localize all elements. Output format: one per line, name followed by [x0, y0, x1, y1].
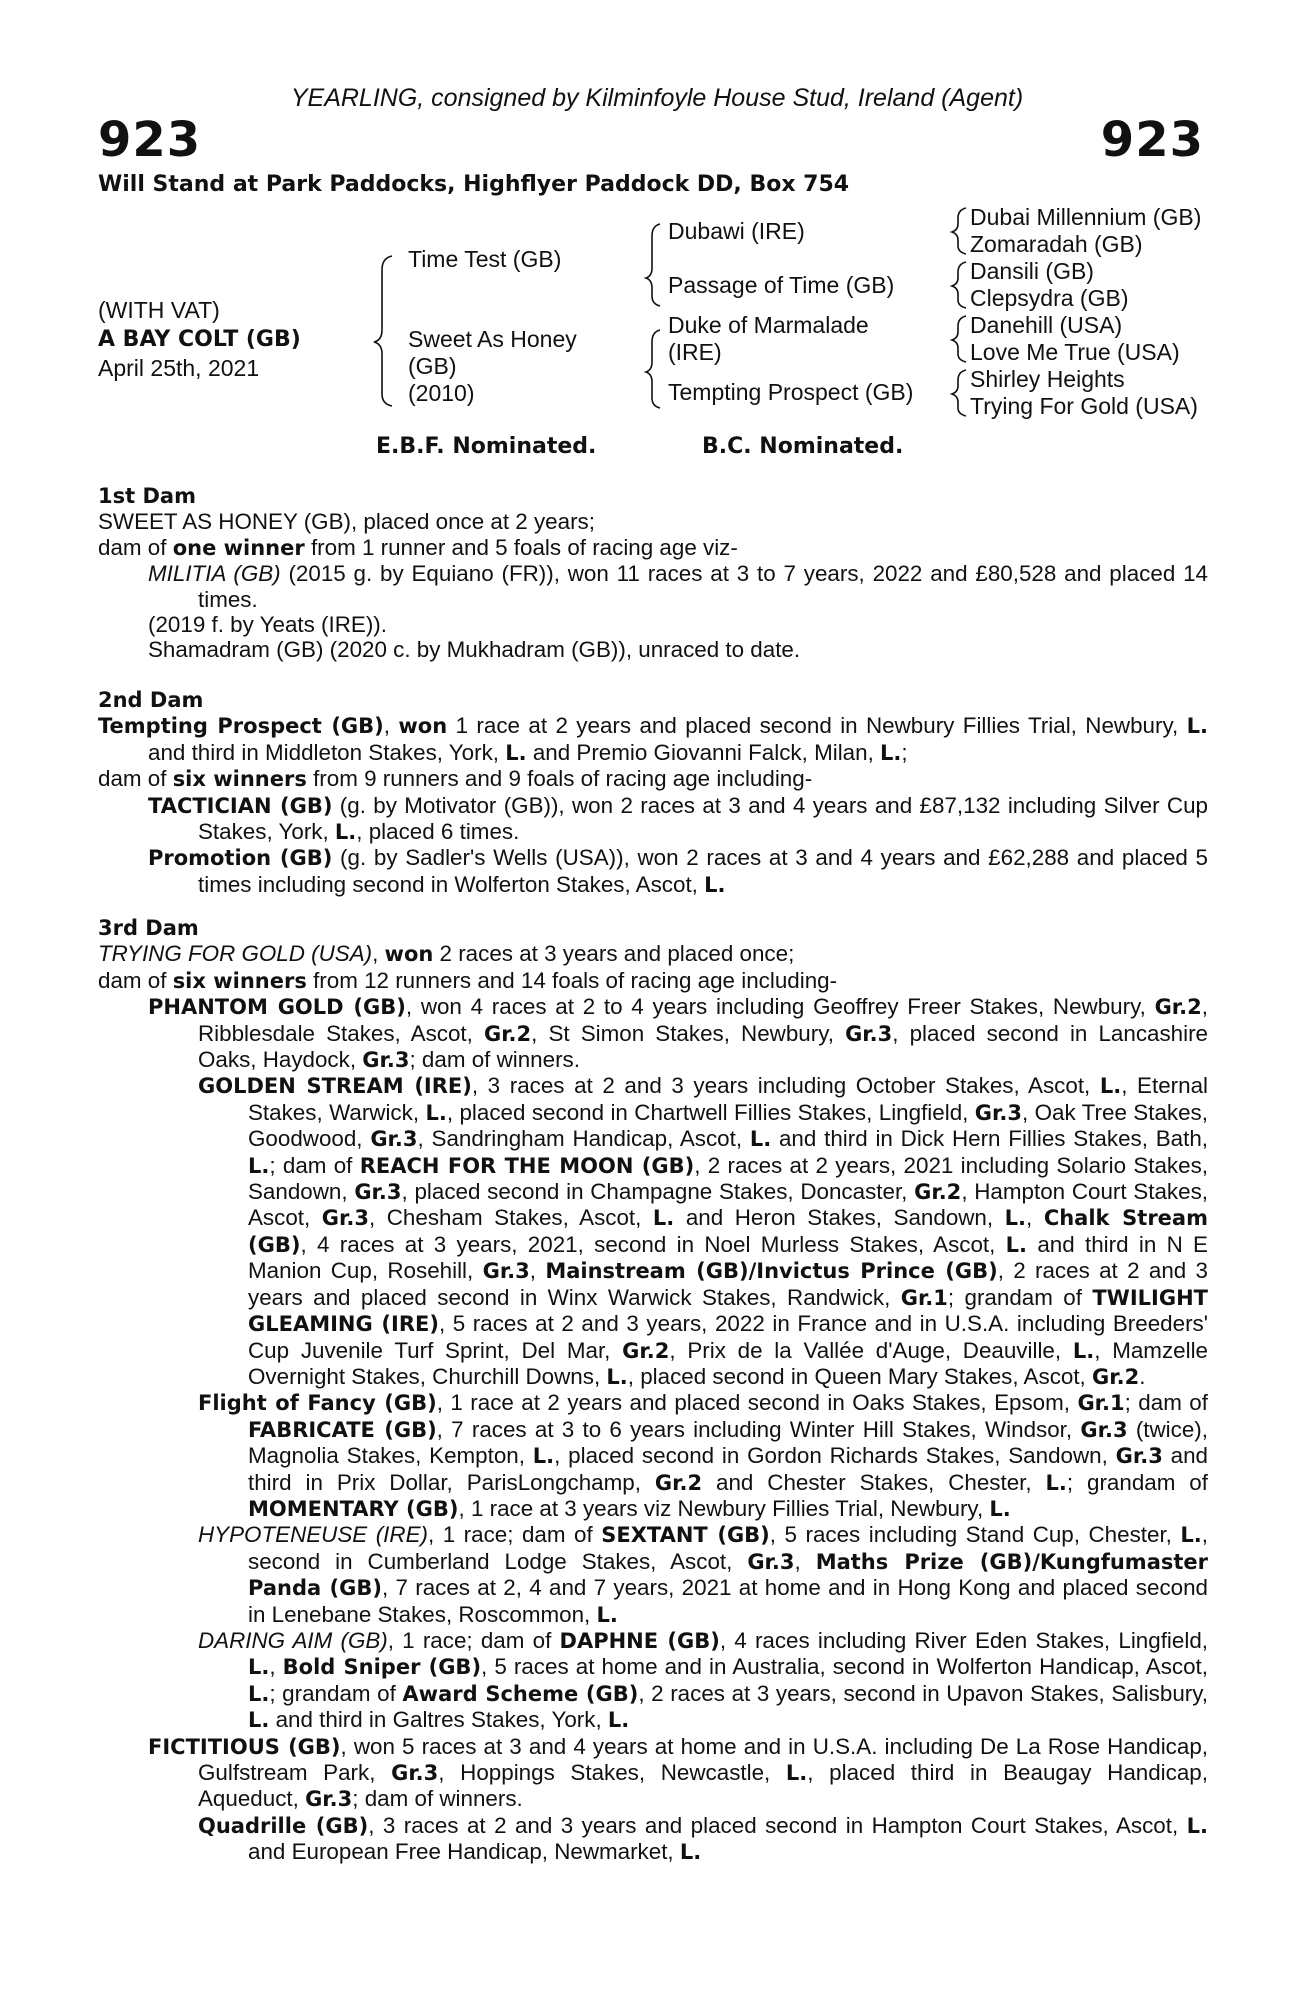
- text-run: and European Free Handicap, Newmarket,: [248, 1839, 680, 1865]
- produce-daring-aim: [198, 1628, 1208, 1734]
- text-run: (2015 g. by Equiano (FR)), won 11 races at 3 to 7 years, 2022 and £80,528 and placed 14 times.: [198, 561, 1209, 612]
- text-run: , placed second in Chartwell Fillies Stakes, Lingfield,: [446, 1099, 975, 1125]
- bold-run: L.: [989, 1496, 1011, 1521]
- text-run: , 2 races at 3 years, second in Upavon Stakes, Salisbury,: [638, 1680, 1208, 1706]
- horse-name-tactician: TACTICIAN (GB): [148, 793, 333, 818]
- produce-hypoteneuse: [198, 1522, 1208, 1628]
- first-dam-section: [98, 484, 1208, 663]
- text-run: , Sandringham Handicap, Ascot,: [417, 1126, 750, 1152]
- bold-run: L.: [652, 1206, 675, 1231]
- text-run: , 2 races at 2 and 3 years and placed second in Winx Warwick Stakes, Randwick,: [248, 1258, 1209, 1310]
- bold-run: FABRICATE (GB): [248, 1417, 437, 1442]
- text-run: , placed second in Gordon Richards Stakes, Sandown,: [554, 1443, 1116, 1469]
- consignor-line: YEARLING, consigned by Kilminfoyle House Stud, Ireland (Agent): [290, 84, 1024, 112]
- text-run: , 1 race at 2 years and placed second in Oaks Stakes, Epsom,: [436, 1390, 1078, 1416]
- text-run: and Heron Stakes, Sandown,: [674, 1205, 1005, 1231]
- text-run: , 5 races including Stand Cup, Chester,: [769, 1522, 1181, 1548]
- text-run: L.: [505, 740, 527, 765]
- bold-run: L.: [1180, 1523, 1202, 1548]
- bold-run: L.: [425, 1100, 447, 1125]
- text-run: won: [384, 942, 434, 967]
- bold-run: L.: [532, 1444, 555, 1469]
- birth-date: April 25th, 2021: [98, 355, 260, 381]
- bold-run: L.: [679, 1840, 702, 1865]
- text-run: , Eternal Stakes, Warwick,: [248, 1073, 1209, 1125]
- produce-fictitious: [148, 1734, 1208, 1813]
- text-run: and Chester Stakes, Chester,: [702, 1469, 1046, 1495]
- third-dam-section: [98, 916, 1208, 1866]
- bold-run: Gr.3: [321, 1206, 369, 1231]
- text-run: ,: [372, 941, 385, 967]
- bold-run: L.: [248, 1153, 270, 1178]
- bold-run: TWILIGHT GLEAMING (IRE): [248, 1285, 1208, 1337]
- ped-dam-sire-line2: (IRE): [668, 339, 722, 365]
- text-run: and third in Dick Hern Fillies Stakes, Bath,: [771, 1126, 1208, 1152]
- text-run: , 4 races at 3 years, 2021, second in Noel Murless Stakes, Ascot,: [300, 1231, 1006, 1257]
- produce-phantom-gold: [148, 994, 1208, 1073]
- text-run: , Hoppings Stakes, Newcastle,: [438, 1760, 786, 1785]
- ped-gen3-6: Love Me True (USA): [970, 339, 1180, 365]
- text-run: , 1 race; dam of: [427, 1522, 602, 1548]
- ped-gen3-4: Clepsydra (GB): [970, 285, 1129, 311]
- bold-run: L.: [1099, 1074, 1122, 1099]
- text-run: and third in Middleton Stakes, York,: [148, 739, 506, 765]
- text-run: ,: [794, 1548, 816, 1574]
- bold-run: Gr.2: [1154, 995, 1202, 1020]
- horse-name-militia: MILITIA (GB): [148, 561, 281, 587]
- ped-sire-sire: Dubawi (IRE): [668, 218, 805, 244]
- bold-run: Gr.1: [900, 1285, 948, 1310]
- text-run: , 2 races at 2 years, 2021 including Solario Stakes, Sandown,: [248, 1152, 1208, 1205]
- horse-name-trying-for-gold: TRYING FOR GOLD (USA): [98, 941, 373, 967]
- text-run: , 1 race at 3 years viz Newbury Fillies Trial, Newbury,: [458, 1495, 990, 1521]
- bold-run: L.: [1186, 1813, 1209, 1838]
- brace-sire: [646, 224, 660, 306]
- produce-flight-of-fancy: [198, 1390, 1208, 1522]
- second-dam-section: [98, 688, 1208, 898]
- text-run: , 7 races at 3 to 6 years including Winter Hill Stakes, Windsor,: [436, 1416, 1081, 1442]
- bold-run: Gr.2: [1092, 1364, 1140, 1389]
- dam2-produce-summary: [98, 766, 1208, 792]
- ped-gen3-2: Zomaradah (GB): [970, 231, 1143, 257]
- dam3-record: [98, 941, 1208, 967]
- bold-run: Quadrille (GB): [198, 1813, 369, 1838]
- stand-location: Will Stand at Park Paddocks, Highflyer Paddock DD, Box 754: [98, 172, 850, 197]
- ped-gen3-8: Trying For Gold (USA): [970, 393, 1198, 419]
- bold-run: L.: [607, 1708, 630, 1733]
- dam1-line: [98, 509, 1208, 534]
- ped-dam-line2: (GB): [408, 353, 457, 379]
- brace-passage: [952, 262, 966, 308]
- produce-golden-stream: [198, 1073, 1208, 1390]
- text-run: ; dam of winners.: [352, 1786, 523, 1812]
- bold-run: Gr.3: [482, 1259, 530, 1284]
- ped-gen3-7: Shirley Heights: [970, 366, 1125, 392]
- produce-2019: [148, 612, 1208, 637]
- bold-run: FICTITIOUS (GB): [148, 1734, 341, 1759]
- text-run: , Oak Tree Stakes, Goodwood,: [248, 1099, 1208, 1152]
- bold-run: L.: [596, 1602, 618, 1627]
- bold-run: Gr.3: [391, 1761, 439, 1785]
- horse-name-promotion: Promotion (GB): [148, 846, 333, 871]
- bold-run: Gr.3: [370, 1127, 418, 1152]
- text-run: 1 race at 2 years and placed second in Newbury Fillies Trial, Newbury,: [447, 713, 1187, 739]
- text-run: from 9 runners and 9 foals of racing age including-: [306, 766, 813, 792]
- italic-run: HYPOTENEUSE (IRE): [198, 1522, 428, 1548]
- bold-run: Gr.3: [1115, 1444, 1163, 1469]
- text-run: ,: [529, 1258, 546, 1284]
- text-run: ; dam of winners.: [409, 1047, 580, 1073]
- text-run: , 7 races at 2, 4 and 7 years, 2021 at home and in Hong Kong and placed second in Lenebane Stakes, Roscommon,: [248, 1575, 1208, 1627]
- produce-promotion: [148, 845, 1208, 898]
- lot-number-left: 923: [98, 112, 202, 168]
- text-run: , second in Cumberland Lodge Stakes, Ascot,: [248, 1522, 1208, 1574]
- text-run: , 1 race; dam of: [387, 1627, 560, 1653]
- section-title-2nd-dam: 2nd Dam: [98, 688, 204, 712]
- text-run: , placed second in Queen Mary Stakes, Ascot,: [627, 1363, 1092, 1389]
- section-title-1st-dam: 1st Dam: [98, 484, 196, 508]
- bc-nominated: B.C. Nominated.: [702, 434, 904, 459]
- section-title-3rd-dam: 3rd Dam: [98, 916, 199, 940]
- bold-run: L.: [1045, 1470, 1067, 1495]
- ped-dam-sire-line1: Duke of Marmalade: [668, 312, 869, 338]
- text-run: (g. by Motivator (GB)), won 2 races at 3 and 4 years and £87,132 including Silver Cup Stakes, York,: [198, 792, 1208, 845]
- bold-run: Gr.2: [654, 1470, 703, 1495]
- text-run: , St Simon Stakes, Newbury,: [531, 1020, 846, 1046]
- ped-dam-line3: (2010): [408, 380, 475, 406]
- text-run: .: [1139, 1363, 1146, 1389]
- produce-quadrille: [198, 1813, 1208, 1866]
- brace-gen1: [374, 256, 392, 406]
- bold-run: Gr.3: [747, 1549, 795, 1574]
- text-run: ; dam of: [269, 1152, 360, 1178]
- text-run: dam of: [98, 967, 173, 993]
- brace-duke: [952, 316, 966, 362]
- bold-run: L.: [785, 1761, 808, 1785]
- ped-dam-sire: [668, 312, 869, 366]
- text-run: , placed second in Champagne Stakes, Doncaster,: [401, 1179, 915, 1205]
- ped-dam-dam: Tempting Prospect (GB): [668, 379, 914, 405]
- text-run: from 1 runner and 5 foals of racing age viz-: [304, 534, 738, 560]
- winners-count: six winners: [172, 767, 307, 792]
- bold-run: REACH FOR THE MOON (GB): [359, 1153, 695, 1178]
- text-run: 2 races at 3 years and placed once;: [433, 941, 795, 967]
- bold-run: DAPHNE (GB): [559, 1628, 720, 1653]
- bold-run: L.: [1004, 1206, 1027, 1231]
- bold-run: Gr.3: [974, 1100, 1022, 1125]
- bold-run: Gr.2: [483, 1021, 532, 1046]
- bold-run: Gr.2: [914, 1180, 962, 1205]
- bold-run: PHANTOM GOLD (GB): [148, 995, 406, 1020]
- bold-run: L.: [248, 1708, 270, 1733]
- text-run: , placed 6 times.: [356, 819, 520, 845]
- vat-note: (WITH VAT): [98, 297, 220, 323]
- text-run: ; grandam of: [1066, 1469, 1208, 1495]
- text-run: dam of: [98, 766, 173, 792]
- horse-name: A BAY COLT (GB): [98, 327, 301, 352]
- text-run: and third in Prix Dollar, ParisLongchamp,: [248, 1443, 1208, 1495]
- text-run: and third in Galtres Stakes, York,: [269, 1707, 608, 1733]
- produce-shamadram: [148, 637, 1208, 662]
- bold-run: L.: [749, 1127, 772, 1152]
- text-run: ;: [901, 739, 908, 765]
- text-run: , Mamzelle Overnight Stakes, Churchill Downs,: [248, 1337, 1208, 1389]
- text-run: , Hampton Court Stakes, Ascot,: [248, 1179, 1208, 1231]
- text-run: , 5 races at 2 and 3 years, 2022 in France and in U.S.A. including Breeders' Cup Juvenile Turf Sprint, Del Mar,: [248, 1311, 1208, 1363]
- bold-run: L.: [606, 1364, 628, 1389]
- text-run: dam of: [98, 534, 173, 560]
- winners-count: one winner: [172, 535, 305, 560]
- bold-run: L.: [1005, 1232, 1028, 1257]
- bold-run: Award Scheme (GB): [402, 1681, 639, 1706]
- text-run: (twice), Magnolia Stakes, Kempton,: [248, 1416, 1208, 1469]
- brace-tempting: [952, 370, 966, 416]
- dam2-record: [98, 713, 1208, 766]
- bold-run: Gr.3: [362, 1048, 410, 1073]
- bold-run: Gr.3: [305, 1787, 353, 1812]
- text-run: , won 5 races at 3 and 4 years at home and in U.S.A. including De La Rose Handicap, Gulfstream Park,: [198, 1733, 1209, 1785]
- bold-run: GOLDEN STREAM (IRE): [198, 1074, 472, 1099]
- text-run: ; grandam of: [947, 1284, 1093, 1310]
- bold-run: L.: [248, 1681, 270, 1706]
- text-run: , Prix de la Vallée d'Auge, Deauville,: [669, 1337, 1073, 1363]
- bold-run: Bold Sniper (GB): [282, 1655, 482, 1680]
- winners-count: six winners: [172, 968, 307, 993]
- text-run: Shamadram (GB) (2020 c. by Mukhadram (GB)), unraced to date.: [148, 637, 801, 663]
- bold-run: Gr.3: [354, 1180, 402, 1205]
- bold-run: Flight of Fancy (GB): [198, 1391, 437, 1416]
- brace-dubawi: [952, 208, 966, 254]
- dam1-text: SWEET AS HONEY (GB), placed once at 2 years;: [98, 509, 595, 535]
- text-run: L.: [880, 740, 902, 765]
- text-run: ,: [1026, 1205, 1044, 1231]
- text-run: ; grandam of: [269, 1680, 403, 1706]
- text-run: and third in N E Manion Cup, Rosehill,: [248, 1231, 1208, 1284]
- dam3-produce-summary: [98, 968, 1208, 994]
- bold-run: L.: [1072, 1338, 1095, 1363]
- ebf-nominated: E.B.F. Nominated.: [376, 434, 597, 459]
- text-run: (g. by Sadler's Wells (USA)), won 2 races at 3 and 4 years and £62,288 and placed 5 times including second in Wolferton Stakes, Ascot,: [198, 845, 1209, 897]
- text-run: (2019 f. by Yeats (IRE)).: [148, 612, 387, 638]
- text-run: , Ribblesdale Stakes, Ascot,: [198, 994, 1208, 1046]
- text-run: L.: [704, 872, 726, 897]
- ped-gen3-1: Dubai Millennium (GB): [970, 204, 1202, 230]
- bold-run: Gr.3: [1080, 1417, 1128, 1442]
- text-run: from 12 runners and 14 foals of racing age including-: [306, 967, 838, 993]
- text-run: , placed second in Lancashire Oaks, Haydock,: [198, 1020, 1209, 1073]
- bold-run: SEXTANT (GB): [601, 1523, 770, 1548]
- text-run: ,: [383, 713, 399, 739]
- text-run: ,: [269, 1654, 283, 1680]
- bold-run: Gr.2: [622, 1338, 670, 1363]
- text-run: won: [398, 714, 448, 739]
- text-run: ; dam of: [1124, 1390, 1208, 1416]
- brace-dam: [646, 330, 660, 408]
- ped-gen3-5: Danehill (USA): [970, 312, 1123, 338]
- ped-sire-dam: Passage of Time (GB): [668, 272, 895, 298]
- text-run: , placed third in Beaugay Handicap, Aqueduct,: [198, 1760, 1208, 1812]
- text-run: , 4 races including River Eden Stakes, Lingfield,: [719, 1627, 1208, 1653]
- text-run: , 3 races at 2 and 3 years and placed second in Hampton Court Stakes, Ascot,: [368, 1812, 1187, 1838]
- ped-gen3-3: Dansili (GB): [970, 258, 1094, 284]
- text-run: , 3 races at 2 and 3 years including October Stakes, Ascot,: [471, 1073, 1100, 1099]
- produce-tactician: [148, 793, 1208, 846]
- bold-run: Gr.3: [845, 1021, 893, 1046]
- text-run: and Premio Giovanni Falck, Milan,: [526, 739, 881, 765]
- produce-militia: [148, 561, 1208, 612]
- horse-name-tempting-prospect: Tempting Prospect (GB): [98, 714, 384, 739]
- text-run: , 5 races at home and in Australia, second in Wolferton Handicap, Ascot,: [481, 1654, 1208, 1680]
- text-run: , won 4 races at 2 to 4 years including Geoffrey Freer Stakes, Newbury,: [405, 994, 1155, 1020]
- lot-number-right: 923: [1100, 112, 1204, 168]
- bold-run: Maths Prize (GB)/Kungfumaster Panda (GB): [248, 1549, 1209, 1601]
- text-run: L.: [334, 820, 357, 845]
- dam1-produce-summary: [98, 535, 1208, 561]
- ped-dam-line1: Sweet As Honey: [408, 326, 577, 352]
- text-run: , Chesham Stakes, Ascot,: [368, 1205, 653, 1231]
- bold-run: MOMENTARY (GB): [248, 1496, 459, 1521]
- ped-dam: [408, 326, 577, 407]
- bold-run: L.: [248, 1655, 270, 1680]
- bold-run: Chalk Stream (GB): [248, 1206, 1208, 1257]
- ped-sire: Time Test (GB): [408, 246, 562, 272]
- bold-run: Gr.1: [1077, 1391, 1125, 1416]
- italic-run: DARING AIM (GB): [198, 1627, 388, 1653]
- bold-run: Mainstream (GB)/Invictus Prince (GB): [545, 1259, 998, 1284]
- text-run: L.: [1186, 714, 1208, 739]
